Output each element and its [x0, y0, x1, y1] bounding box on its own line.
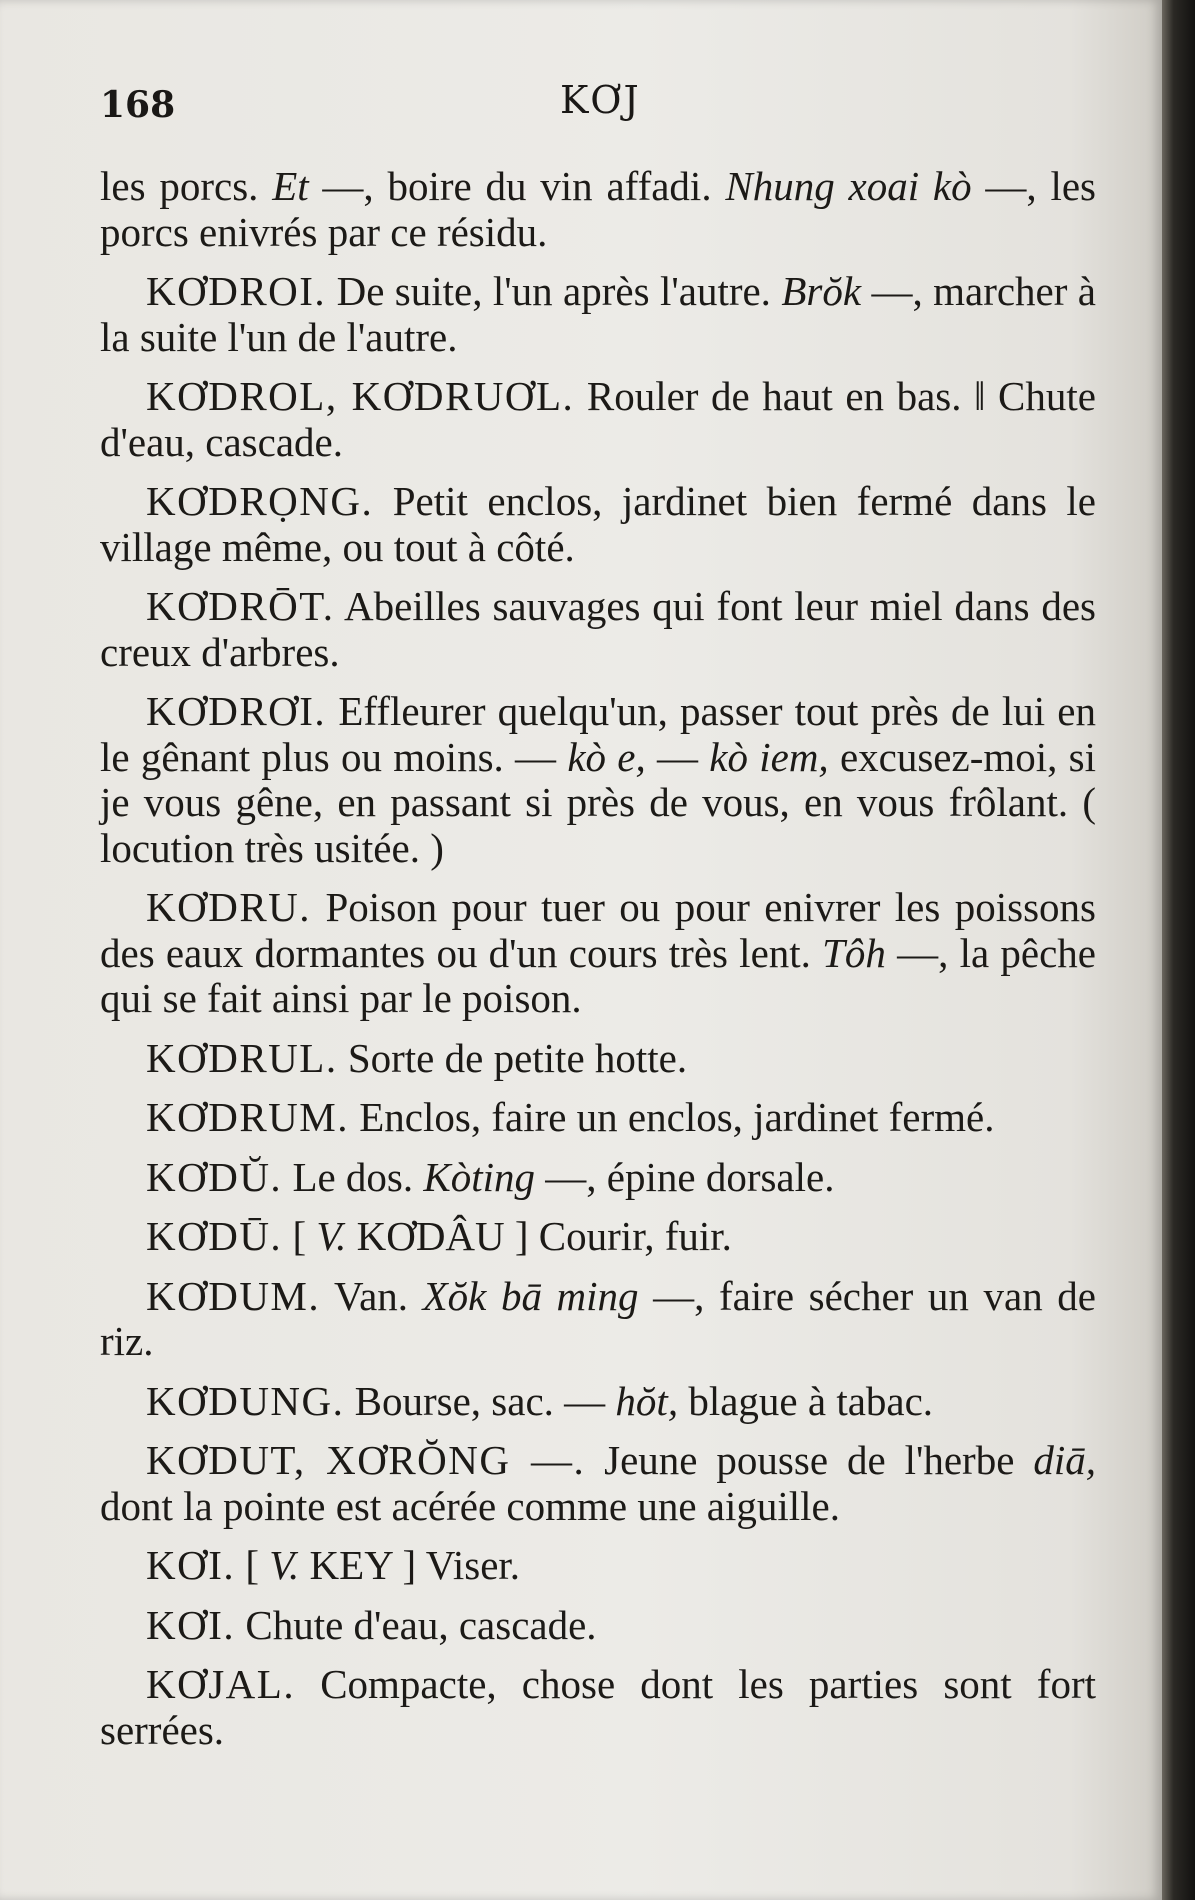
entry-headword: KƠDRUM. — [146, 1094, 349, 1140]
entry-italic-text: Nhung xoai kò — [725, 163, 972, 209]
entry-text: —, faire sécher un van de riz. — [100, 1272, 1096, 1364]
entry-text: Le dos. — [282, 1153, 424, 1200]
entry-headword: KƠDRŌT. — [146, 583, 335, 629]
entry-headword: KƠDŬ. — [146, 1153, 283, 1200]
entry-text: excusez-moi, si je vous gêne, en passant si près de vous, en vous frôlant. ( locution très usitée. ) — [100, 733, 1096, 871]
entry-text: Jeune pousse de l'herbe — [585, 1437, 1034, 1483]
entry-text: Compacte, chose dont les parties sont fort serrées. — [100, 1661, 1096, 1753]
entry-text: blague à tabac. — [678, 1377, 934, 1424]
dictionary-entry — [100, 1379, 1096, 1425]
dictionary-entry — [100, 374, 1096, 465]
entry-text: Petit enclos, jardinet bien fermé dans le village même, ou tout à côté. — [100, 478, 1096, 570]
entry-italic-text: hŏt, — [615, 1377, 679, 1424]
entry-text: —, boire du vin affadi. — [308, 163, 726, 209]
entry-headword: KƠI. — [146, 1542, 236, 1588]
entry-text: Rouler de haut en bas. ‖ Chute d'eau, cascade. — [100, 373, 1096, 465]
entry-text: —, les porcs enivrés par ce résidu. — [100, 163, 1096, 255]
entry-text: Effleurer quelqu'un, passer tout près de lui en le gênant plus ou moins. — — [100, 688, 1096, 780]
dictionary-entry — [100, 1543, 1096, 1589]
entry-headword: KƠDUT, XƠRŎNG —. — [146, 1437, 586, 1483]
page-edge-shadow — [1162, 0, 1195, 1900]
entry-text: les porcs. — [100, 163, 273, 209]
dictionary-entry — [100, 1438, 1096, 1529]
dictionary-entry — [100, 479, 1096, 570]
dictionary-entry — [100, 1603, 1096, 1649]
entry-text: — — [645, 733, 710, 780]
entry-headword: KƠDRƠI. — [146, 688, 327, 734]
entry-italic-text: diā, — [1033, 1437, 1096, 1483]
entry-headword: KƠJAL. — [146, 1661, 296, 1707]
dictionary-entry — [100, 1214, 1096, 1260]
entry-italic-text: V. — [316, 1213, 347, 1259]
entry-text: KƠDÂU ] Courir, fuir. — [346, 1213, 732, 1259]
entry-headword: KƠDROL, KƠDRUƠL. — [146, 373, 575, 419]
entry-italic-text: Xŏk bā ming — [422, 1272, 639, 1319]
entry-headword: KƠDRUL. — [146, 1034, 338, 1081]
entry-headword: KƠI. — [146, 1601, 236, 1648]
entry-headword: KƠDUM. — [146, 1272, 321, 1319]
entry-text: KEY ] Viser. — [299, 1542, 521, 1588]
dictionary-entry — [100, 1036, 1096, 1082]
entry-headword: KƠDRU. — [146, 884, 312, 930]
entry-text: Sorte de petite hotte. — [337, 1034, 688, 1081]
dictionary-entry — [100, 1155, 1096, 1201]
entry-text: [ — [282, 1213, 317, 1259]
entry-text: [ — [235, 1542, 270, 1588]
entry-italic-text: Brŏk — [781, 268, 862, 314]
entry-text: —, épine dorsale. — [535, 1153, 835, 1200]
entry-italic-text: kò iem, — [709, 733, 829, 780]
entry-text: Enclos, faire un enclos, jardinet fermé. — [349, 1094, 995, 1140]
entry-text: Chute d'eau, cascade. — [235, 1601, 597, 1648]
entry-headword: KƠDUNG. — [146, 1377, 345, 1424]
dictionary-entry — [100, 689, 1096, 871]
dictionary-entry — [100, 164, 1096, 255]
dictionary-entries — [100, 164, 1096, 1767]
entry-text: Abeilles sauvages qui font leur miel dans des creux d'arbres. — [100, 583, 1096, 675]
page-header — [100, 78, 1062, 138]
entry-headword: KƠDŪ. — [146, 1213, 283, 1259]
entry-text: Bourse, sac. — — [344, 1377, 616, 1424]
entry-italic-text: Tôh — [822, 929, 886, 976]
entry-text: De suite, l'un après l'autre. — [326, 268, 782, 314]
entry-headword: KƠDROI. — [146, 268, 327, 314]
entry-text: Van. — [320, 1272, 423, 1319]
entry-italic-text: Kòting — [423, 1153, 536, 1200]
dictionary-entry — [100, 584, 1096, 675]
page-number: 168 — [100, 84, 176, 126]
entry-headword: KƠDRỌNG. — [146, 478, 374, 524]
dictionary-entry — [100, 1095, 1096, 1141]
entry-text: Poison pour tuer ou pour enivrer les poissons des eaux dormantes ou d'un cours très lent. — [100, 884, 1096, 976]
entry-italic-text: V. — [269, 1542, 300, 1588]
dictionary-entry — [100, 1274, 1096, 1365]
dictionary-entry — [100, 1662, 1096, 1753]
entry-italic-text: kò e, — [567, 733, 646, 780]
running-head: KƠJ — [560, 78, 641, 122]
entry-text: dont la pointe est acérée comme une aiguille. — [100, 1482, 840, 1529]
entry-text: —, marcher à la suite l'un de l'autre. — [100, 268, 1096, 360]
dictionary-entry — [100, 885, 1096, 1022]
entry-italic-text: Et — [272, 163, 309, 209]
entry-text: —, la pêche qui se fait ainsi par le poison. — [100, 929, 1096, 1021]
dictionary-entry — [100, 269, 1096, 360]
